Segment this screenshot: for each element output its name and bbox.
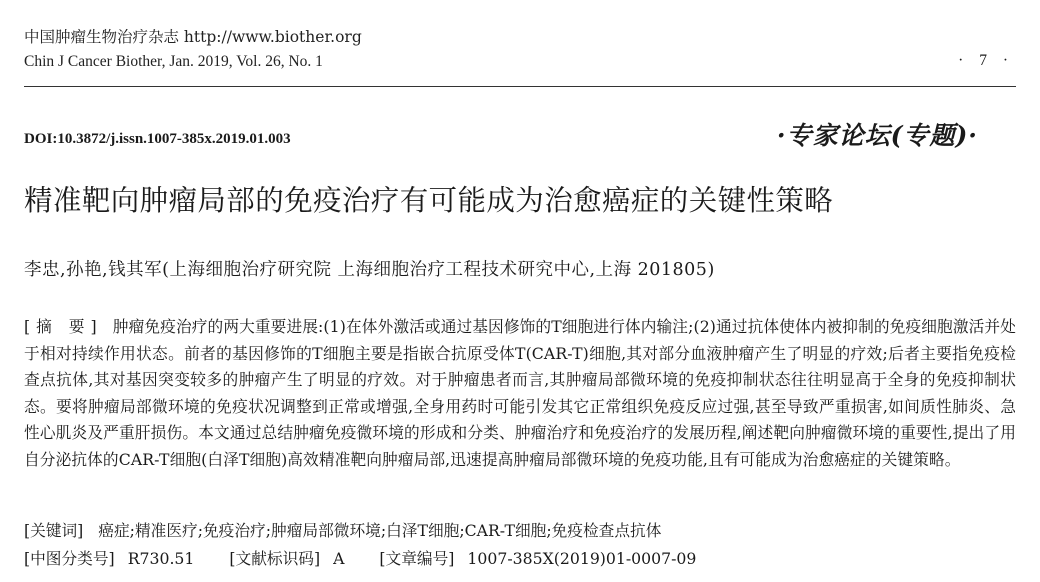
abstract-label: [摘 要] xyxy=(24,317,103,336)
journal-name-cn: 中国肿瘤生物治疗杂志 http://www.biother.org xyxy=(24,28,362,46)
journal-citation-en: Chin J Cancer Biother, Jan. 2019, Vol. 26, No. 1 xyxy=(24,53,323,70)
page-number: · 7 · xyxy=(958,52,1014,69)
header-divider xyxy=(24,86,1016,87)
column-tag: ·专家论坛(专题)· xyxy=(776,121,978,150)
article-no-label: [文章编号] xyxy=(379,549,455,568)
clc-label: [中图分类号] xyxy=(24,549,115,568)
doc-code-label: [文献标识码] xyxy=(229,549,321,568)
keywords-line xyxy=(24,519,661,541)
clc-value: R730.51 xyxy=(127,549,195,568)
doi-line: DOI:10.3872/j.issn.1007-385x.2019.01.003 xyxy=(24,131,291,147)
article-title: 精准靶向肿瘤局部的免疫治疗有可能成为治愈癌症的关键性策略 xyxy=(24,184,834,217)
abstract xyxy=(24,314,1016,474)
classification-line xyxy=(24,547,696,569)
doc-code-value: A xyxy=(333,549,345,568)
keywords-text: 癌症;精准医疗;免疫治疗;肿瘤局部微环境;白泽T细胞;CAR-T细胞;免疫检查点抗体 xyxy=(98,521,662,540)
author-affiliation: 李忠,孙艳,钱其军(上海细胞治疗研究院 上海细胞治疗工程技术研究中心,上海 201805) xyxy=(24,260,715,280)
abstract-text: 肿瘤免疫治疗的两大重要进展:(1)在体外激活或通过基因修饰的T细胞进行体内输注;(2)通过抗体使体内被抑制的免疫细胞激活并处于相对持续作用状态。前者的基因修饰的T细胞主要是指嵌合抗原受体T(CAR-T)细胞,其对部分血液肿瘤产生了明显的疗效;后者主要指免疫检查点抗体,其对基因突变较多的肿瘤产生了明显的疗效。对于肿瘤患者而言,其肿瘤局部微环境的免疫抑制状态往往明显高于全身的免疫抑制状态。要将肿瘤局部微环境的免疫状况调整到正常或增强,全身用药时可能引发其它正常组织免疫反应过强,甚至导致严重损害,如间质性肺炎、急性心肌炎及严重肝损伤。本文通过总结肿瘤免疫微环境的形成和分类、肿瘤治疗和免疫治疗的发展历程,阐述靶向肿瘤微环境的重要性,提出了用自分泌抗体的CAR-T细胞(白泽T细胞)高效精准靶向肿瘤局部,迅速提高肿瘤局部微环境的免疫功能,且有可能成为治愈癌症的关键策略。 xyxy=(24,317,1016,469)
keywords-label: [关键词] xyxy=(24,521,84,540)
article-no-value: 1007-385X(2019)01-0007-09 xyxy=(467,549,697,568)
